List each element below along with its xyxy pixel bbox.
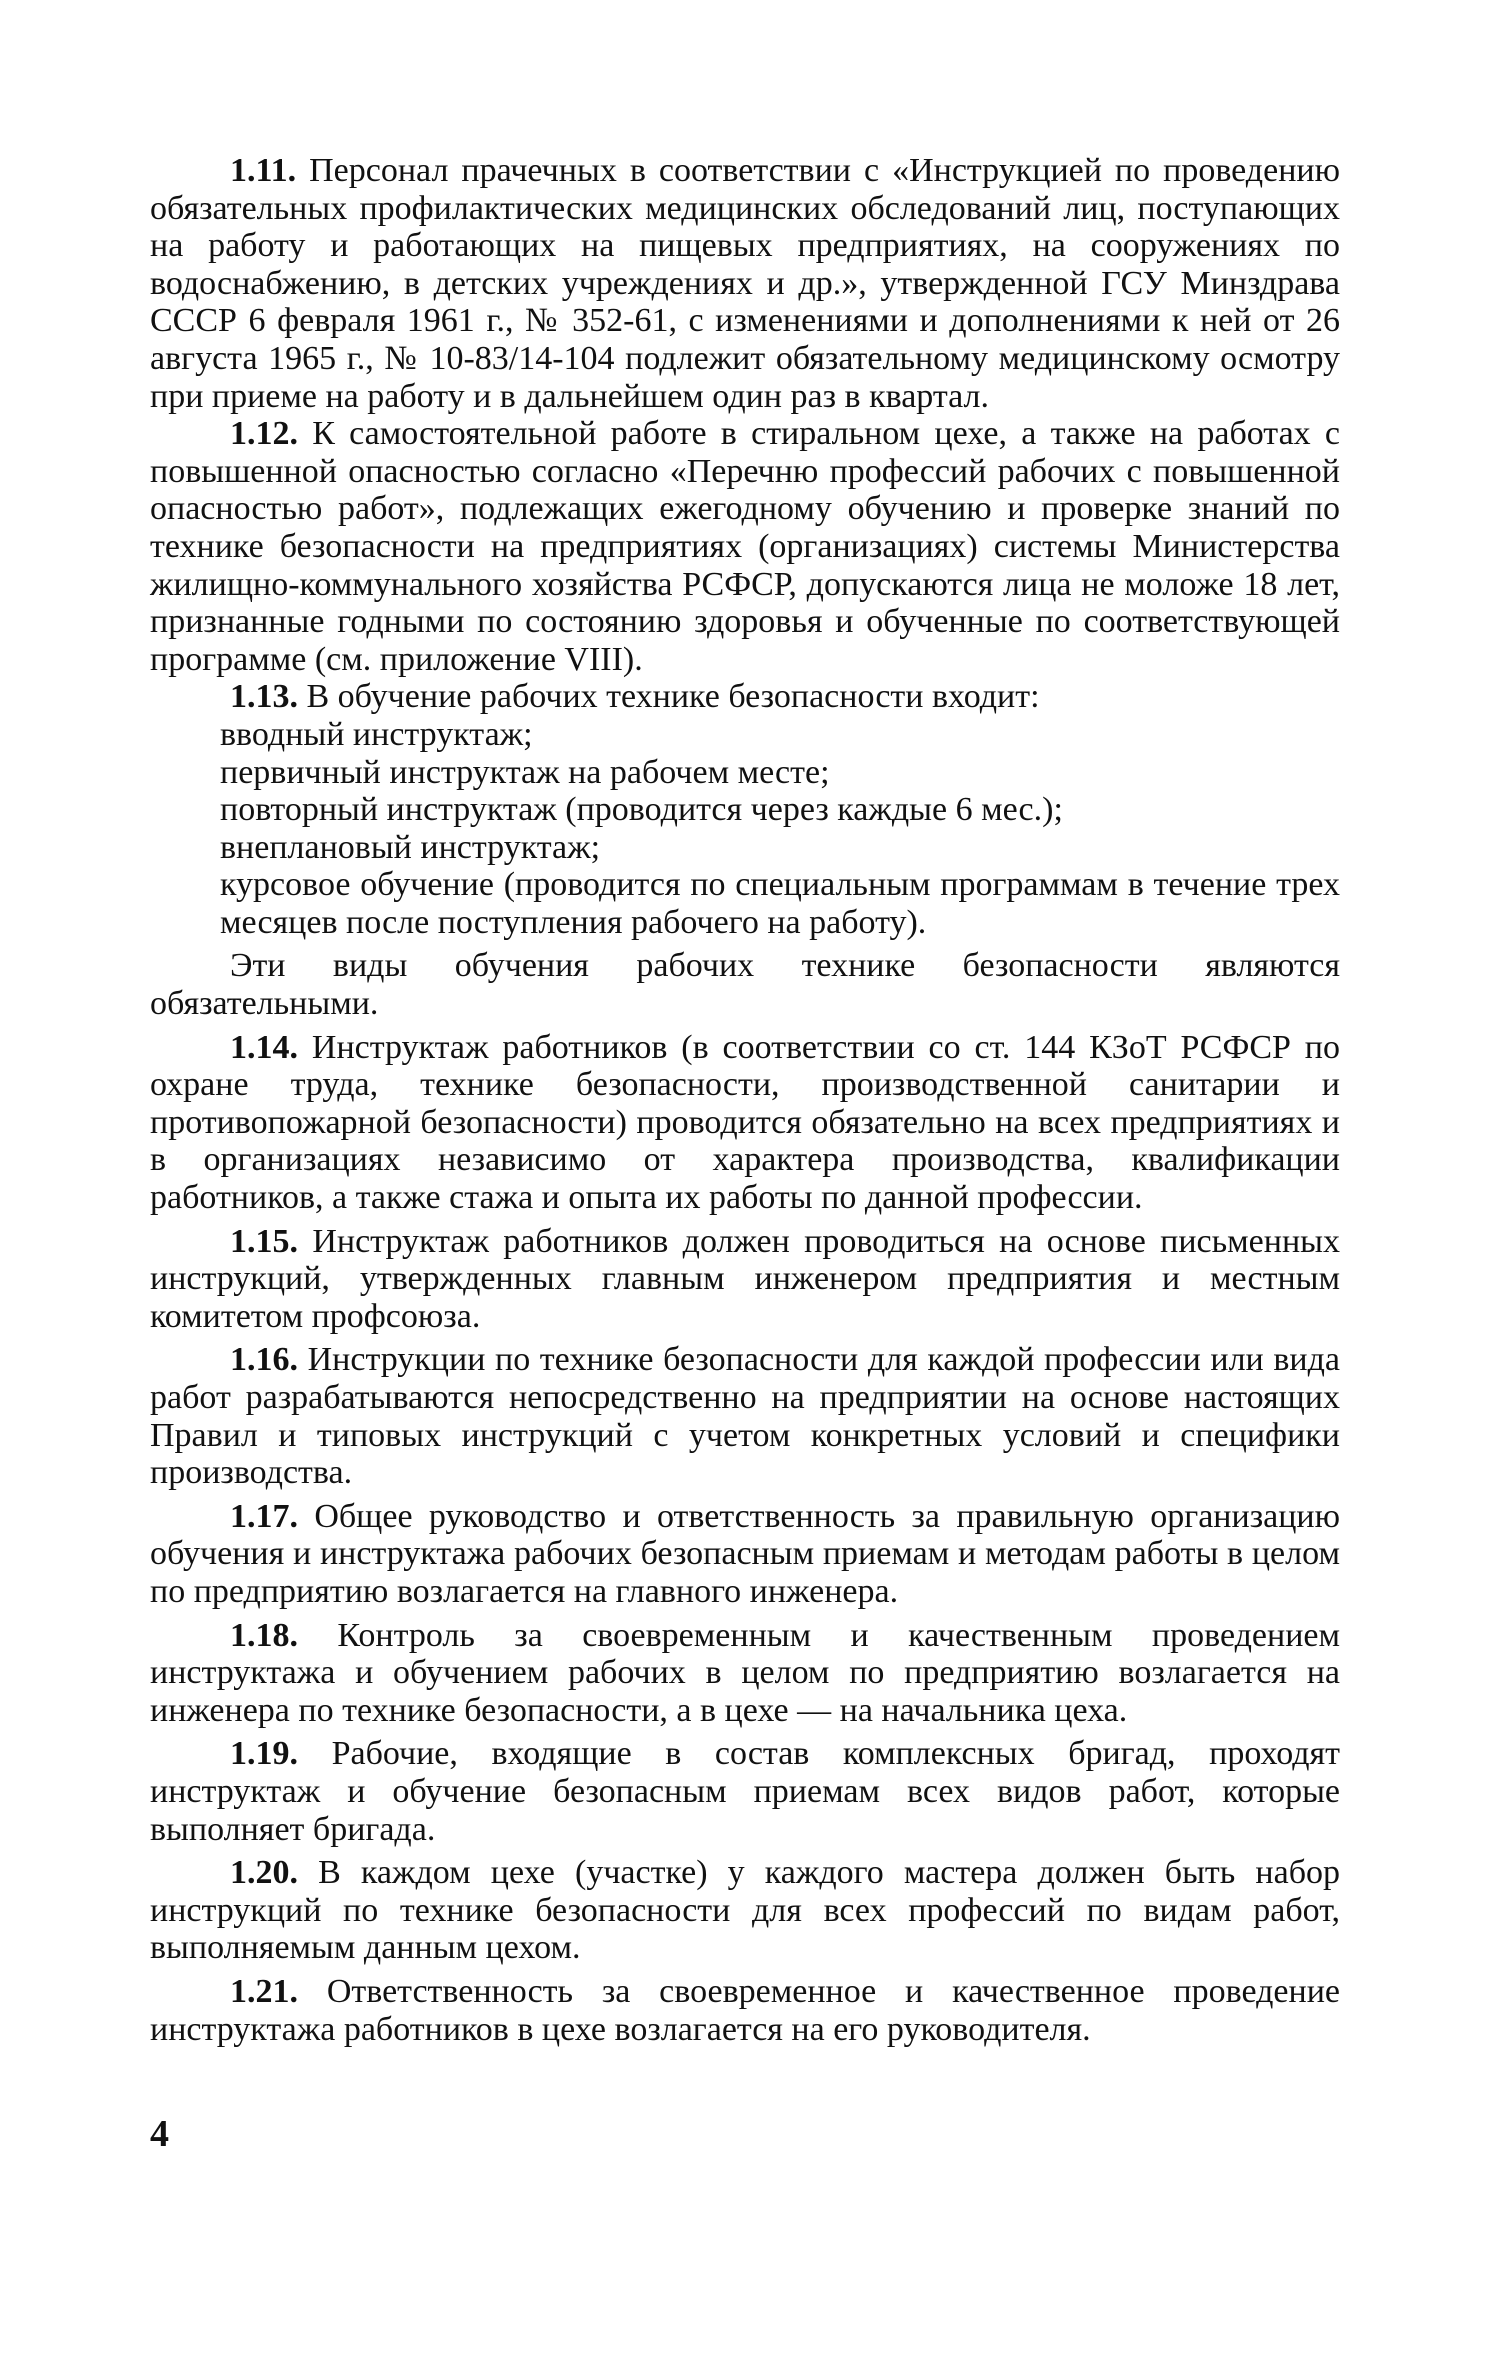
paragraph-number: 1.11. xyxy=(230,152,297,189)
body-text xyxy=(150,152,1340,2048)
page-number: 4 xyxy=(150,2113,169,2155)
paragraph-text: В каждом цехе (участке) у каждого мастера должен быть набор инструкций по технике безопасности для всех профессий по видам работ, выполняемым данным цехом. xyxy=(150,1854,1340,1967)
paragraph-text: Общее руководство и ответственность за правильную организацию обучения и инструктажа рабочих безопасным приемам и методам работы в целом по предприятию возлагается на главного инженера. xyxy=(150,1497,1341,1610)
list-item: вводный инструктаж; xyxy=(220,715,533,753)
paragraph-text: Инструкции по технике безопасности для каждой профессии или вида работ разрабатываются непосредственно на предприятии на основе настоящих Правил и типовых инструкций с учетом конкретных условий и специфики производства. xyxy=(150,1341,1341,1492)
paragraph-1-16 xyxy=(150,1341,1340,1491)
paragraph-1-14 xyxy=(150,1029,1340,1217)
paragraph-text: Ответственность за своевременное и качественное проведение инструктажа работников в цехе возлагается на его руководителя. xyxy=(150,1972,1340,2048)
paragraph-text: Контроль за своевременным и качественным проведением инструктажа и обучением рабочих в целом по предприятию возлагается на инженера по технике безопасности, а в цехе — на начальника цеха. xyxy=(150,1616,1341,1729)
paragraph-text: К самостоятельной работе в стиральном цехе, а также на работах с повышенной опасностью согласно «Перечню профессий рабочих с повышенной опасностью работ», подлежащих ежегодному обучению и проверке знаний по технике безопасности на предприятиях (организациях) системы Министерства жилищно-коммунального хозяйства РСФСР, допускаются лица не моложе 18 лет, признанные годными по состоянию здоровья и обученные по соответствующей программе (см. приложение VIII). xyxy=(150,415,1341,678)
list-item: повторный инструктаж (проводится через каждые 6 мес.); xyxy=(220,791,1063,829)
paragraph-number: 1.15. xyxy=(230,1222,298,1260)
list-note: Эти виды обучения рабочих технике безопасности являются обязательными. xyxy=(150,947,1340,1023)
paragraph-text: Рабочие, входящие в состав комплексных бригад, проходят инструктаж и обучение безопасным приемам всех видов работ, которые выполняет бригада. xyxy=(150,1735,1341,1848)
paragraph-text: В обучение рабочих технике безопасности входит: xyxy=(306,678,1040,716)
paragraph-number: 1.13. xyxy=(230,678,298,716)
list-item: внеплановый инструктаж; xyxy=(220,828,601,866)
paragraph-number: 1.18. xyxy=(230,1616,298,1654)
paragraph-text: Персонал прачечных в соответствии с «Инструкцией по проведению обязательных профилактических медицинских обследований лиц, поступающих на работу и работающих на пищевых предприятиях, на сооружениях по водоснабжению, в детских учреждениях и др.», утвержденной ГСУ Минздрава СССР 6 февраля 1961 г., № 352-61, с изменениями и дополнениями к ней от 26 августа 1965 г., № 10-83/14-104 подлежит обязательному медицинскому осмотру при приеме на работу и в дальнейшем один раз в квартал. xyxy=(150,152,1340,415)
paragraph-1-19 xyxy=(150,1735,1340,1848)
paragraph-number: 1.20. xyxy=(230,1854,298,1892)
paragraph-number: 1.17. xyxy=(230,1497,298,1535)
paragraph-text: Инструктаж работников (в соответствии со ст. 144 КЗоТ РСФСР по охране труда, технике безопасности, производственной санитарии и противопожарной безопасности) проводится обязательно на всех предприятиях и в организациях независимо от характера производства, квалификации работников, а также стажа и опыта их работы по данной профессии. xyxy=(150,1028,1341,1217)
paragraph-number: 1.14. xyxy=(230,1028,298,1066)
paragraph-1-20 xyxy=(150,1854,1340,1967)
paragraph-1-13 xyxy=(150,678,1340,716)
list-item: первичный инструктаж на рабочем месте; xyxy=(220,753,830,791)
paragraph-1-21 xyxy=(150,1973,1340,2048)
paragraph-1-15 xyxy=(150,1223,1340,1336)
paragraph-1-12 xyxy=(150,415,1340,678)
list-item: курсовое обучение (проводится по специальным программам в течение трех месяцев после поступления рабочего на работу). xyxy=(220,866,1340,941)
paragraph-1-17 xyxy=(150,1498,1340,1611)
paragraph-number: 1.16. xyxy=(230,1341,298,1379)
paragraph-number: 1.12. xyxy=(230,415,298,453)
paragraph-1-18 xyxy=(150,1617,1340,1730)
paragraph-number: 1.19. xyxy=(230,1735,298,1773)
paragraph-1-11 xyxy=(150,152,1340,415)
paragraph-number: 1.21. xyxy=(230,1972,298,2010)
paragraph-text: Инструктаж работников должен проводиться на основе письменных инструкций, утвержденных главным инженером предприятия и местным комитетом профсоюза. xyxy=(150,1222,1340,1335)
